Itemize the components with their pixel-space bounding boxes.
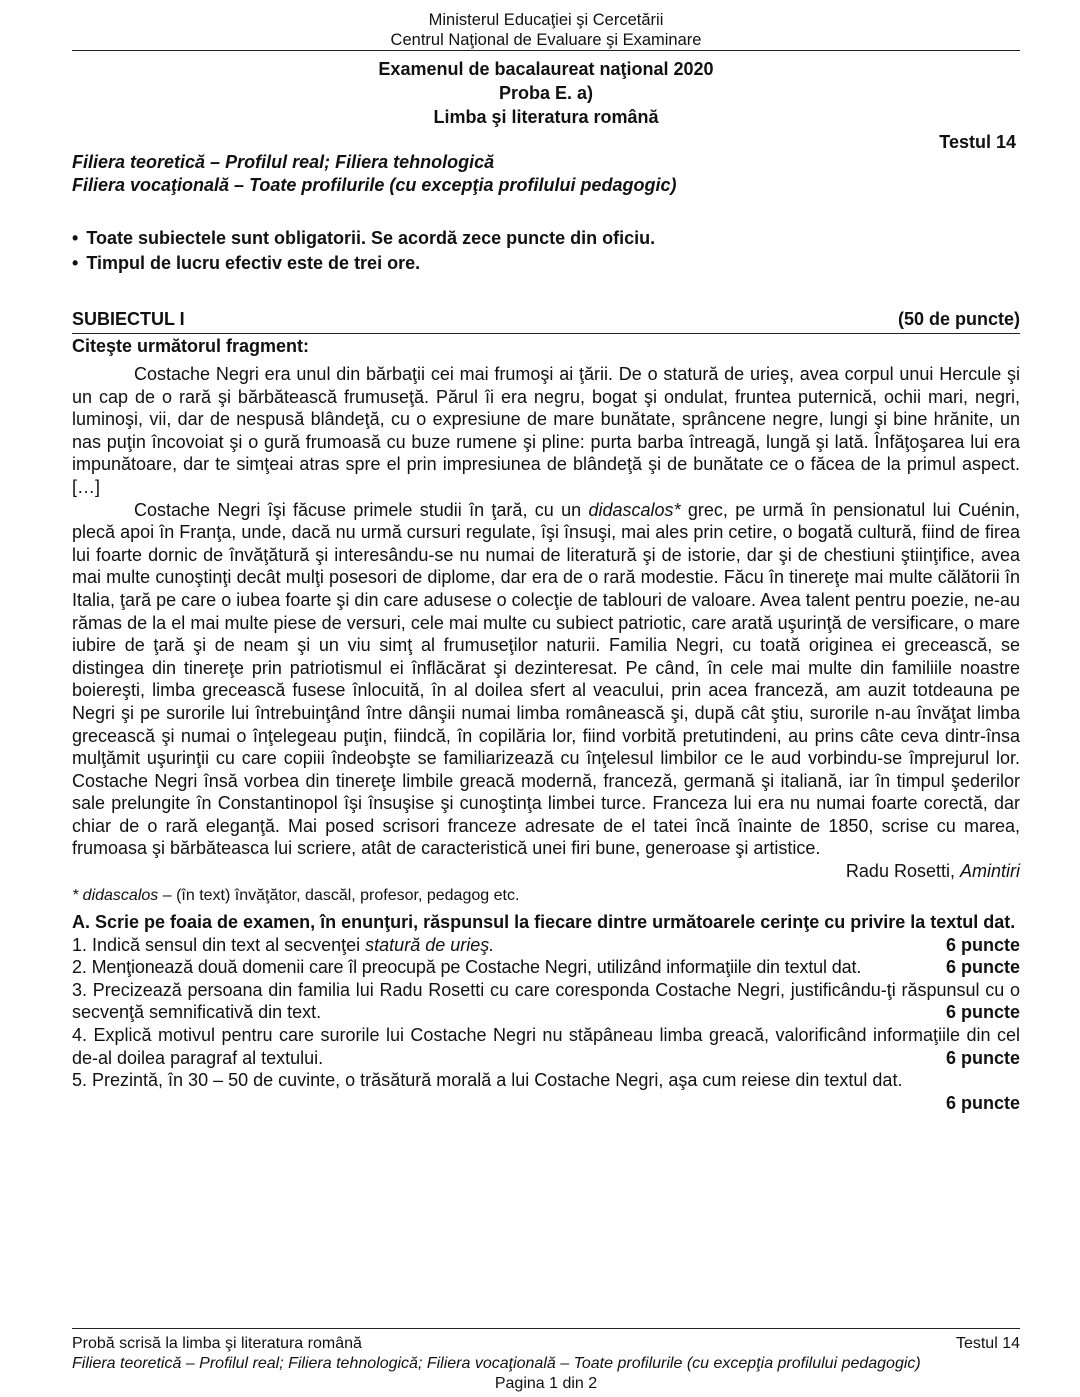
requirement-2 xyxy=(72,956,1020,979)
requirement-points: 6 puncte xyxy=(945,934,1020,955)
requirement-2-text: 2. Menţionează două domenii care îl preocupă pe Costache Negri, utilizând informaţiile din textul dat. xyxy=(72,957,862,978)
subject-name: SUBIECTUL I xyxy=(72,309,185,329)
footer-rule xyxy=(72,1328,1020,1329)
requirement-1 xyxy=(72,934,1020,957)
requirements-list xyxy=(72,934,1020,1115)
reading-instruction: Citeşte următorul fragment: xyxy=(72,336,310,356)
exam-title: Examenul de bacalaureat naţional 2020 xyxy=(378,59,714,79)
requirement-points: 6 puncte xyxy=(945,957,1020,978)
requirement-5-text: 5. Prezintă, în 30 – 50 de cuvinte, o trăsătură morală a lui Costache Negri, aşa cum reiese din textul dat. xyxy=(72,1070,903,1091)
rules-list xyxy=(72,226,1020,276)
footer-line-1 xyxy=(72,1333,1020,1354)
rule-item: • Timpul de lucru efectiv este de trei ore. xyxy=(72,251,1020,276)
filiera-line-2: Filiera vocaţională – Toate profilurile (cu excepţia profilului pedagogic) xyxy=(72,175,677,195)
header-rule xyxy=(72,50,1020,51)
subject-rule xyxy=(72,333,1020,334)
footnote xyxy=(72,886,1020,906)
subject-heading xyxy=(72,308,1020,330)
requirement-1-text: 1. Indică sensul din text al secvenţei xyxy=(72,934,366,955)
source-author: Radu Rosetti, xyxy=(845,861,960,882)
rule-item: • Toate subiectele sunt obligatorii. Se acordă zece puncte din oficiu. xyxy=(72,226,1020,251)
footnote-term: * didascalos xyxy=(72,887,159,905)
requirement-5 xyxy=(72,1069,1020,1092)
exam-proba: Proba E. a) xyxy=(498,83,594,103)
footer-exam-name: Probă scrisă la limba şi literatura română xyxy=(72,1335,362,1352)
fragment-source xyxy=(72,860,1020,882)
footnote-definition: – (în text) învăţător, dascăl, profesor, pedagog etc. xyxy=(158,887,520,905)
page-header xyxy=(72,10,1020,50)
filiera-block xyxy=(72,151,1020,197)
fragment-paragraph-2 xyxy=(72,499,1020,861)
paragraph-2-rest: grec, pe urmă în pensionatul lui Cuénin, plecă apoi în Franţa, unde, dacă nu urmă cursuri regulate, îşi însuşi, mai ales prin cetire, o bogată cultură, fiind de firea lui foarte dornic de învăţătură şi interesându-se nu numai de literatură şi de istorie, dar şi de chestiuni ştiinţifice, avea mai multe cunoştinţi decât mulţi posesori de diplome, dar era de o rară modestie. Făcu în tinereţe mai multe călătorii în Italia, ţară pe care o iubea foarte şi din care adusese o colecţie de tablouri de valoare. Avea talent pentru poezie, ne-au rămas de la el mai multe piese de versuri, cele mai multe cu subiect patriotic, care arată uşurinţă de versificare, o mare iubire de ţară şi de neam şi un viu simţ al frumuseţilor naturii. Familia Negri, cu toată originea ei grecească, se distingea din tinereţe prin patriotismul ei înflăcărat şi dezinteresat. Pe când, în cele mai multe din familiile noastre boiereşti, limba grecească fusese înlocuită, în al doilea sfert al veacului, prin acea franceză, am auzit totdeauna pe Negri şi pe surorile lui întrebuinţând între dânşii numai limba românească şi, după cât ştiu, surorile n-au învăţat limba grecească şi numai o înţelegeau puţin, fiindcă, în copilăria lor, fiind vorbită pretutindeni, au prins câte ceva dintr-însa mulţămit uşurinţii cu care copiii îndeobşte se familiarizează cu înţelesul limbilor ce le aud vorbindu-se împrejurul lor. Costache Negri însă vorbea din tinereţe limbile greacă modernă, franceză, germană şi italiană, iar în timpul şederilor sale prelungite în Constantinopol îşi însuşise şi cunoştinţa limbei turce. Franceza lui era nu numai foarte corectă, dar chiar de o rară eleganţă. Mai posed scrisori franceze adresate de el tatei încă înainte de 1850, scrise cu marea, frumoasa şi bărbăteasca lui scriere, atât de caracteristică unei firi bune, generoase şi artistice. xyxy=(72,499,1021,859)
paragraph-2-start: Costache Negri îşi făcuse primele studii în ţară, cu un xyxy=(134,499,589,520)
page-footer xyxy=(72,1328,1020,1394)
test-number: Testul 14 xyxy=(939,132,1016,152)
exam-page xyxy=(72,0,1020,1397)
didascalos-term: didascalos* xyxy=(588,499,681,520)
source-work: Amintiri xyxy=(959,861,1020,882)
requirements-title: A. Scrie pe foaia de examen, în enunţuri, răspunsul la fiecare dintre următoarele cerinţe cu privire la textul dat. xyxy=(72,912,1016,933)
requirement-3 xyxy=(72,979,1020,1024)
footer-test-number: Testul 14 xyxy=(955,1335,1020,1352)
subject-points: (50 de puncte) xyxy=(897,309,1020,329)
exam-title-block xyxy=(72,57,1020,129)
center-name: Centrul Naţional de Evaluare şi Examinare xyxy=(390,31,702,49)
ministry-name: Ministerul Educaţiei şi Cercetării xyxy=(428,11,664,29)
page-number: Pagina 1 din 2 xyxy=(494,1375,598,1392)
fragment-paragraph-1: Costache Negri era unul din bărbaţii cei mai frumoşi ai ţării. De o statură de urieş, avea corpul unui Hercule şi un cap de o rară şi bărbătească frumuseţă. Părul îi era negru, bogat şi ondulat, fruntea puternică, ochii mari, negri, luminoşi, vii, dar de nespusă blândeţă, cu o expresiune de mare bunătate, sprâncene negre, lungi şi bine hrănite, un nas puţin încovoiat şi o gură frumoasă cu buze rumene şi pline: purta barba întreagă, lungă şi lată. Înfăţoşarea lui era impunătoare, dar te simţeai atras spre el prin impresiunea de blândeţă şi de bunătate ce o făcea de la primul aspect. […] xyxy=(72,364,1020,497)
requirement-4 xyxy=(72,1024,1020,1069)
exam-subject: Limba şi literatura română xyxy=(433,107,659,127)
filiera-line-1: Filiera teoretică – Profilul real; Filiera tehnologică xyxy=(72,152,495,172)
requirement-points: 6 puncte xyxy=(945,1002,1020,1023)
fragment-text xyxy=(72,363,1020,860)
requirement-4-text: 4. Explică motivul pentru care surorile lui Costache Negri nu stăpâneau limba greacă, valorificând informaţiile din cel de-al doilea paragraf al textului. xyxy=(72,1025,1020,1068)
footer-filiera: Filiera teoretică – Profilul real; Filiera tehnologică; Filiera vocaţională – Toate profilurile (cu excepţia profilului pedagogic) xyxy=(72,1355,921,1372)
requirement-points: 6 puncte xyxy=(945,1092,1020,1113)
requirement-1-italic: statură de urieş. xyxy=(365,934,495,955)
requirement-3-text: 3. Precizează persoana din familia lui Radu Rosetti cu care coresponda Costache Negri, justificându-ţi răspunsul cu o secvenţă semnificativă din text. xyxy=(72,979,1020,1023)
requirement-points: 6 puncte xyxy=(945,1047,1020,1068)
